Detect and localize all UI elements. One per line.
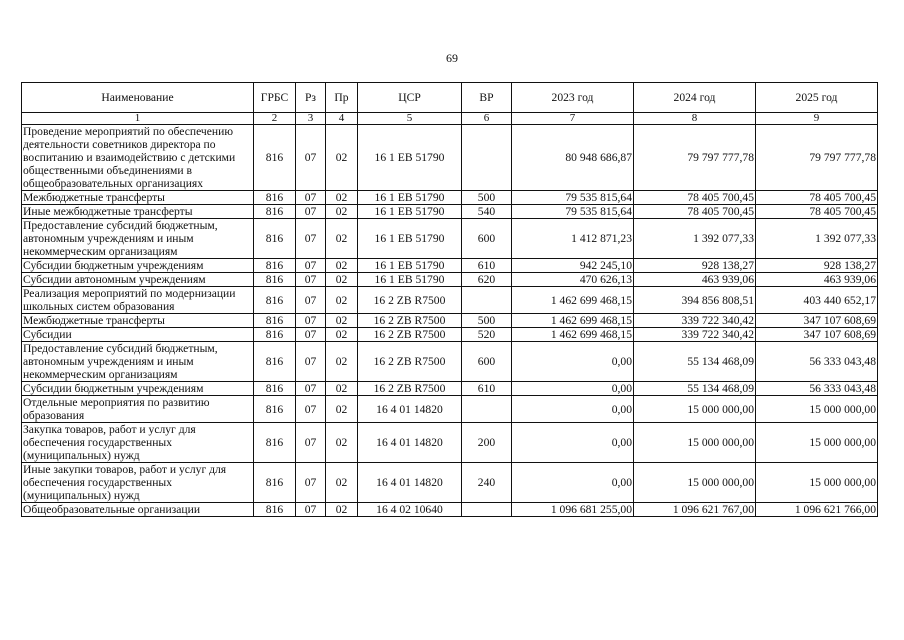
row-name: Реализация мероприятий по модернизации школьных систем образования bbox=[22, 287, 254, 314]
row-vr: 600 bbox=[462, 342, 512, 382]
row-name: Межбюджетные трансферты bbox=[22, 314, 254, 328]
row-vr bbox=[462, 287, 512, 314]
table-row bbox=[22, 314, 878, 328]
row-name: Общеобразовательные организации bbox=[22, 503, 254, 517]
table-row bbox=[22, 125, 878, 191]
row-rz: 07 bbox=[296, 125, 326, 191]
table-row bbox=[22, 503, 878, 517]
row-pr: 02 bbox=[326, 423, 358, 463]
row-amount-2023: 80 948 686,87 bbox=[512, 125, 634, 191]
row-csr: 16 1 ЕВ 51790 bbox=[358, 125, 462, 191]
row-amount-2024: 1 392 077,33 bbox=[634, 219, 756, 259]
row-rz: 07 bbox=[296, 503, 326, 517]
row-pr: 02 bbox=[326, 328, 358, 342]
row-rz: 07 bbox=[296, 259, 326, 273]
row-amount-2025: 15 000 000,00 bbox=[756, 423, 878, 463]
row-name: Отдельные мероприятия по развитию образования bbox=[22, 396, 254, 423]
row-amount-2023: 1 462 699 468,15 bbox=[512, 287, 634, 314]
row-amount-2024: 1 096 621 767,00 bbox=[634, 503, 756, 517]
row-vr bbox=[462, 503, 512, 517]
row-amount-2023: 0,00 bbox=[512, 396, 634, 423]
row-amount-2025: 928 138,27 bbox=[756, 259, 878, 273]
row-rz: 07 bbox=[296, 191, 326, 205]
table-row bbox=[22, 205, 878, 219]
column-number: 4 bbox=[326, 113, 358, 125]
row-csr: 16 2 ZB R7500 bbox=[358, 382, 462, 396]
row-amount-2023: 1 412 871,23 bbox=[512, 219, 634, 259]
row-rz: 07 bbox=[296, 342, 326, 382]
row-amount-2024: 78 405 700,45 bbox=[634, 205, 756, 219]
row-grbs: 816 bbox=[254, 287, 296, 314]
row-csr: 16 2 ZB R7500 bbox=[358, 342, 462, 382]
row-amount-2025: 347 107 608,69 bbox=[756, 314, 878, 328]
row-amount-2023: 942 245,10 bbox=[512, 259, 634, 273]
row-grbs: 816 bbox=[254, 273, 296, 287]
header-2024: 2024 год bbox=[634, 83, 756, 113]
row-csr: 16 4 01 14820 bbox=[358, 396, 462, 423]
table-row bbox=[22, 219, 878, 259]
header-2023: 2023 год bbox=[512, 83, 634, 113]
row-amount-2025: 78 405 700,45 bbox=[756, 205, 878, 219]
row-grbs: 816 bbox=[254, 503, 296, 517]
table-row bbox=[22, 382, 878, 396]
row-grbs: 816 bbox=[254, 259, 296, 273]
row-amount-2025: 78 405 700,45 bbox=[756, 191, 878, 205]
row-pr: 02 bbox=[326, 314, 358, 328]
column-number: 7 bbox=[512, 113, 634, 125]
row-amount-2024: 15 000 000,00 bbox=[634, 396, 756, 423]
row-csr: 16 4 01 14820 bbox=[358, 463, 462, 503]
row-vr: 610 bbox=[462, 382, 512, 396]
row-pr: 02 bbox=[326, 125, 358, 191]
row-csr: 16 1 ЕВ 51790 bbox=[358, 205, 462, 219]
row-rz: 07 bbox=[296, 328, 326, 342]
row-name: Проведение мероприятий по обеспечению деятельности советников директора по воспитанию и взаимодействию с детскими общественными объединениями в общеобразовательных организациях bbox=[22, 125, 254, 191]
row-rz: 07 bbox=[296, 463, 326, 503]
row-name: Межбюджетные трансферты bbox=[22, 191, 254, 205]
page-number: 69 bbox=[446, 51, 458, 65]
row-grbs: 816 bbox=[254, 314, 296, 328]
row-amount-2025: 15 000 000,00 bbox=[756, 463, 878, 503]
row-amount-2025: 403 440 652,17 bbox=[756, 287, 878, 314]
table-row bbox=[22, 423, 878, 463]
row-grbs: 816 bbox=[254, 191, 296, 205]
row-amount-2023: 0,00 bbox=[512, 342, 634, 382]
column-number: 5 bbox=[358, 113, 462, 125]
row-rz: 07 bbox=[296, 382, 326, 396]
table-row bbox=[22, 287, 878, 314]
row-pr: 02 bbox=[326, 259, 358, 273]
row-amount-2025: 79 797 777,78 bbox=[756, 125, 878, 191]
row-amount-2025: 347 107 608,69 bbox=[756, 328, 878, 342]
row-amount-2024: 339 722 340,42 bbox=[634, 328, 756, 342]
row-rz: 07 bbox=[296, 396, 326, 423]
row-amount-2024: 55 134 468,09 bbox=[634, 342, 756, 382]
row-amount-2024: 15 000 000,00 bbox=[634, 463, 756, 503]
table-body bbox=[22, 125, 878, 517]
column-number-row bbox=[22, 113, 878, 125]
header-2025: 2025 год bbox=[756, 83, 878, 113]
row-csr: 16 4 02 10640 bbox=[358, 503, 462, 517]
row-amount-2023: 0,00 bbox=[512, 463, 634, 503]
row-name: Субсидии bbox=[22, 328, 254, 342]
row-pr: 02 bbox=[326, 503, 358, 517]
column-number: 2 bbox=[254, 113, 296, 125]
row-amount-2023: 0,00 bbox=[512, 382, 634, 396]
column-number: 1 bbox=[22, 113, 254, 125]
row-grbs: 816 bbox=[254, 219, 296, 259]
table-row bbox=[22, 342, 878, 382]
row-amount-2025: 56 333 043,48 bbox=[756, 382, 878, 396]
row-vr bbox=[462, 125, 512, 191]
row-rz: 07 bbox=[296, 314, 326, 328]
row-pr: 02 bbox=[326, 273, 358, 287]
row-amount-2024: 55 134 468,09 bbox=[634, 382, 756, 396]
row-name: Иные закупки товаров, работ и услуг для обеспечения государственных (муниципальных) нужд bbox=[22, 463, 254, 503]
row-name: Субсидии бюджетным учреждениям bbox=[22, 382, 254, 396]
row-amount-2024: 928 138,27 bbox=[634, 259, 756, 273]
row-vr: 540 bbox=[462, 205, 512, 219]
row-amount-2023: 79 535 815,64 bbox=[512, 205, 634, 219]
row-grbs: 816 bbox=[254, 396, 296, 423]
header-grbs: ГРБС bbox=[254, 83, 296, 113]
row-grbs: 816 bbox=[254, 423, 296, 463]
header-rz: Рз bbox=[296, 83, 326, 113]
row-grbs: 816 bbox=[254, 328, 296, 342]
row-amount-2024: 394 856 808,51 bbox=[634, 287, 756, 314]
row-pr: 02 bbox=[326, 205, 358, 219]
row-rz: 07 bbox=[296, 423, 326, 463]
row-name: Закупка товаров, работ и услуг для обеспечения государственных (муниципальных) нужд bbox=[22, 423, 254, 463]
row-csr: 16 1 ЕВ 51790 bbox=[358, 219, 462, 259]
row-grbs: 816 bbox=[254, 205, 296, 219]
row-amount-2023: 79 535 815,64 bbox=[512, 191, 634, 205]
row-name: Иные межбюджетные трансферты bbox=[22, 205, 254, 219]
row-rz: 07 bbox=[296, 205, 326, 219]
row-amount-2024: 78 405 700,45 bbox=[634, 191, 756, 205]
row-amount-2024: 15 000 000,00 bbox=[634, 423, 756, 463]
row-name: Предоставление субсидий бюджетным, автономным учреждениям и иным некоммерческим организациям bbox=[22, 219, 254, 259]
row-amount-2025: 463 939,06 bbox=[756, 273, 878, 287]
row-vr: 240 bbox=[462, 463, 512, 503]
row-amount-2025: 15 000 000,00 bbox=[756, 396, 878, 423]
row-grbs: 816 bbox=[254, 463, 296, 503]
row-vr: 620 bbox=[462, 273, 512, 287]
row-amount-2023: 1 096 681 255,00 bbox=[512, 503, 634, 517]
row-amount-2023: 1 462 699 468,15 bbox=[512, 314, 634, 328]
row-rz: 07 bbox=[296, 273, 326, 287]
column-number: 9 bbox=[756, 113, 878, 125]
row-amount-2024: 79 797 777,78 bbox=[634, 125, 756, 191]
row-vr: 500 bbox=[462, 191, 512, 205]
row-vr: 520 bbox=[462, 328, 512, 342]
header-pr: Пр bbox=[326, 83, 358, 113]
row-grbs: 816 bbox=[254, 382, 296, 396]
row-csr: 16 1 ЕВ 51790 bbox=[358, 191, 462, 205]
header-row bbox=[22, 83, 878, 113]
row-amount-2023: 1 462 699 468,15 bbox=[512, 328, 634, 342]
table-row bbox=[22, 328, 878, 342]
row-csr: 16 2 ZB R7500 bbox=[358, 287, 462, 314]
row-amount-2023: 470 626,13 bbox=[512, 273, 634, 287]
row-pr: 02 bbox=[326, 342, 358, 382]
row-amount-2025: 56 333 043,48 bbox=[756, 342, 878, 382]
row-pr: 02 bbox=[326, 396, 358, 423]
header-name: Наименование bbox=[22, 83, 254, 113]
row-rz: 07 bbox=[296, 287, 326, 314]
row-csr: 16 2 ZB R7500 bbox=[358, 314, 462, 328]
row-amount-2024: 339 722 340,42 bbox=[634, 314, 756, 328]
header-csr: ЦСР bbox=[358, 83, 462, 113]
row-grbs: 816 bbox=[254, 125, 296, 191]
column-number: 6 bbox=[462, 113, 512, 125]
table-row bbox=[22, 273, 878, 287]
table-row bbox=[22, 191, 878, 205]
table-row bbox=[22, 396, 878, 423]
row-amount-2025: 1 392 077,33 bbox=[756, 219, 878, 259]
row-amount-2024: 463 939,06 bbox=[634, 273, 756, 287]
row-amount-2025: 1 096 621 766,00 bbox=[756, 503, 878, 517]
row-pr: 02 bbox=[326, 382, 358, 396]
row-rz: 07 bbox=[296, 219, 326, 259]
row-vr: 200 bbox=[462, 423, 512, 463]
row-csr: 16 1 ЕВ 51790 bbox=[358, 259, 462, 273]
row-grbs: 816 bbox=[254, 342, 296, 382]
row-csr: 16 2 ZB R7500 bbox=[358, 328, 462, 342]
row-amount-2023: 0,00 bbox=[512, 423, 634, 463]
row-name: Субсидии автономным учреждениям bbox=[22, 273, 254, 287]
row-csr: 16 4 01 14820 bbox=[358, 423, 462, 463]
row-name: Субсидии бюджетным учреждениям bbox=[22, 259, 254, 273]
table-row bbox=[22, 463, 878, 503]
row-csr: 16 1 ЕВ 51790 bbox=[358, 273, 462, 287]
column-number: 3 bbox=[296, 113, 326, 125]
row-name: Предоставление субсидий бюджетным, автономным учреждениям и иным некоммерческим организациям bbox=[22, 342, 254, 382]
row-pr: 02 bbox=[326, 191, 358, 205]
table-row bbox=[22, 259, 878, 273]
row-pr: 02 bbox=[326, 463, 358, 503]
row-vr: 500 bbox=[462, 314, 512, 328]
header-vr: ВР bbox=[462, 83, 512, 113]
row-vr: 610 bbox=[462, 259, 512, 273]
column-number: 8 bbox=[634, 113, 756, 125]
row-vr: 600 bbox=[462, 219, 512, 259]
row-vr bbox=[462, 396, 512, 423]
row-pr: 02 bbox=[326, 219, 358, 259]
row-pr: 02 bbox=[326, 287, 358, 314]
budget-table bbox=[21, 82, 878, 517]
